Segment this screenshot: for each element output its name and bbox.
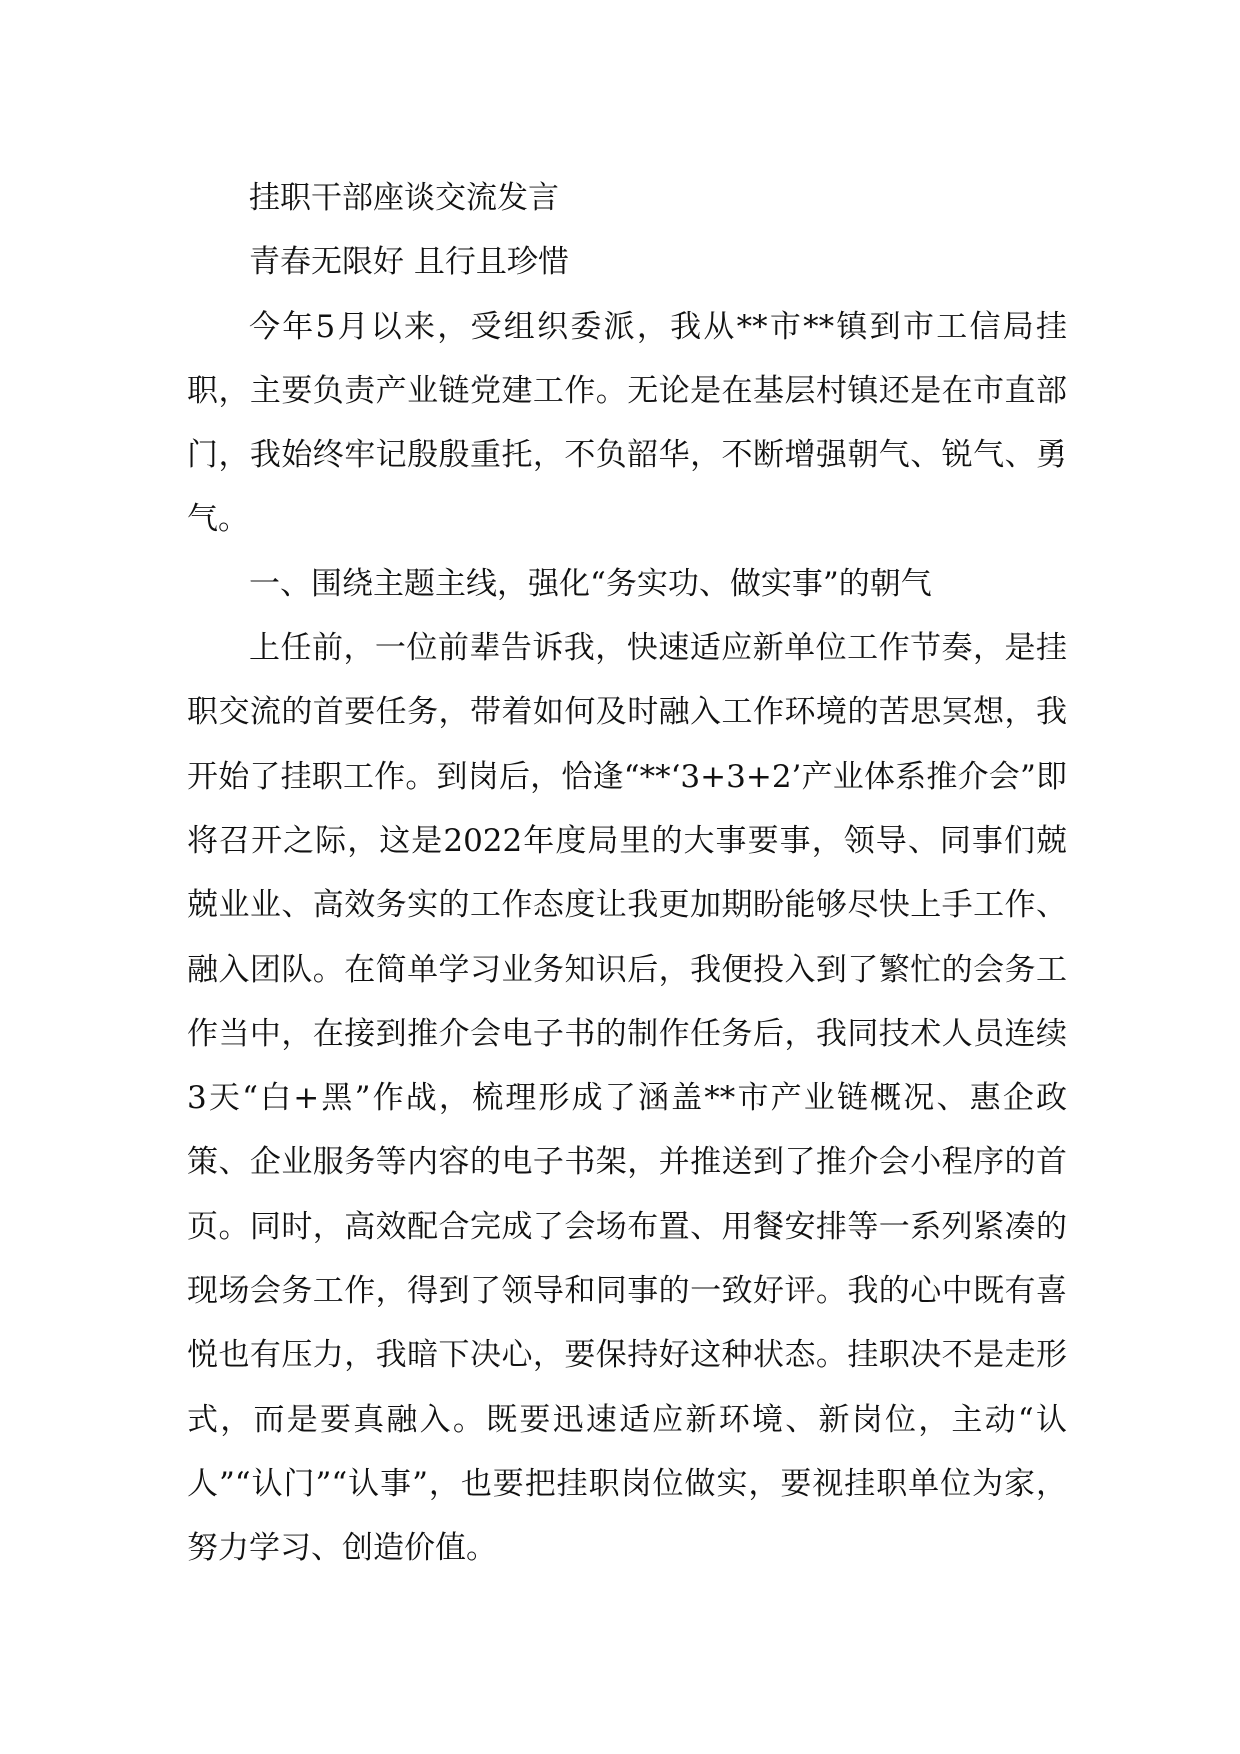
document-subtitle: 青春无限好 且行且珍惜	[249, 244, 569, 281]
document-title: 挂职干部座谈交流发言	[249, 180, 559, 216]
section-heading-1: 一、围绕主题主线，强化“务实功、做实事”的朝气	[249, 565, 932, 602]
body-paragraph-1: 上任前，一位前辈告诉我，快速适应新单位工作节奏，是挂职交流的首要任务，带着如何及时融入工作环境的苦思冥想，我开始了挂职工作。到岗后，恰逢“**‘3+3+2’产业体系推介会”即将召开之际，这是2022年度局里的大事要事，领导、同事们兢兢业业、高效务实的工作态度让我更加期盼能够尽快上手工作、融入团队。在简单学习业务知识后，我便投入到了繁忙的会务工作当中，在接到推介会电子书的制作任务后，我同技术人员连续3天“白+黑”作战，梳理形成了涵盖**市产业链概况、惠企政策、企业服务等内容的电子书架，并推送到了推介会小程序的首页。同时，高效配合完成了会场布置、用餐安排等一系列紧凑的现场会务工作，得到了领导和同事的一致好评。我的心中既有喜悦也有压力，我暗下决心，要保持好这种状态。挂职决不是走形式，而是要真融入。既要迅速适应新环境、新岗位，主动“认人”“认门”“认事”，也要把挂职岗位做实，要视挂职单位为家，努力学习、创造价值。	[187, 630, 1067, 1567]
intro-paragraph: 今年5月以来，受组织委派，我从**市**镇到市工信局挂职，主要负责产业链党建工作。无论是在基层村镇还是在市直部门，我始终牢记殷殷重托，不负韶华，不断增强朝气、锐气、勇气。	[187, 308, 1067, 538]
document-body	[187, 166, 1067, 1581]
